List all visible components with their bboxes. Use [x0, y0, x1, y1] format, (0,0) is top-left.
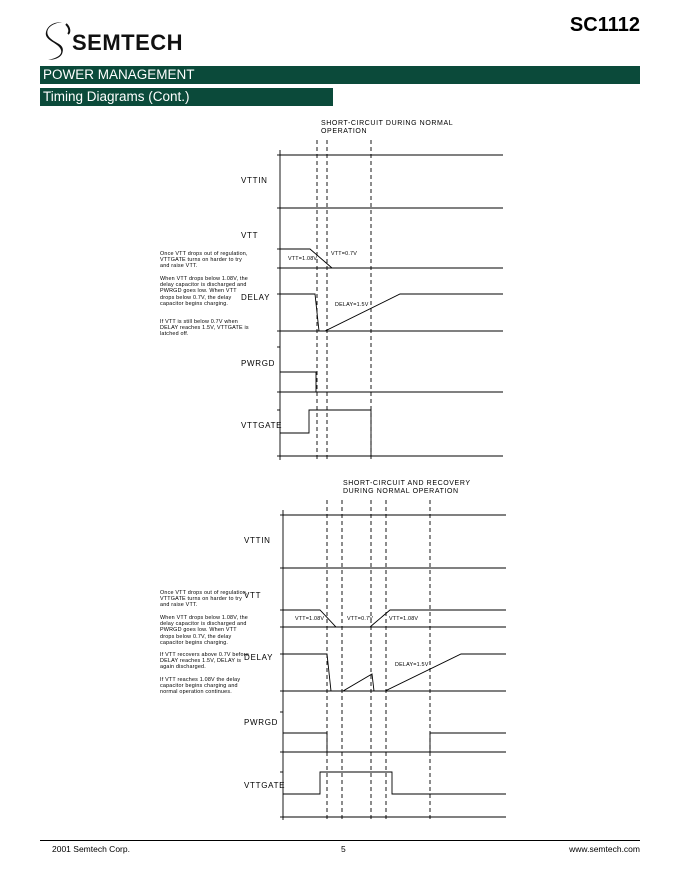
d2-vttgate-wave — [283, 772, 506, 794]
footer-page-number: 5 — [341, 844, 346, 854]
diagram2-note-2: When VTT drops below 1.08V, the delay capacitor is discharged and PWRGD goes low. When VTT drops below 0.7V, the delay capacitor begins charging. — [160, 615, 249, 646]
d1-delay-wave — [280, 294, 503, 331]
diagram1-label-delay-15: DELAY=1.5V — [335, 302, 369, 308]
diagram2-label-vtt-108-a: VTT=1.08V — [295, 616, 325, 622]
diagram2-signal-vtt: VTT — [244, 591, 262, 600]
diagram2-label-delay-15: DELAY=1.5V — [395, 662, 429, 668]
subsection-banner: Timing Diagrams (Cont.) — [40, 88, 333, 106]
diagram2-note-1: Once VTT drops out of regulation, VTTGATE turns on harder to try and raise VTT. — [160, 590, 248, 609]
footer-divider — [40, 840, 640, 841]
d2-vtt-wave — [283, 610, 506, 627]
diagram2-signal-vttin: VTTIN — [244, 536, 271, 545]
company-name: SEMTECH — [72, 30, 184, 55]
diagram1-signal-delay: DELAY — [241, 293, 271, 302]
d1-vttgate-wave — [280, 410, 371, 456]
d2-pwrgd-wave — [283, 733, 506, 752]
section-banner: POWER MANAGEMENT — [40, 66, 640, 84]
diagram2-note-4: If VTT reaches 1.08V the delay capacitor begins charging and normal operation continues. — [160, 677, 241, 696]
diagram1-note-1: Once VTT drops out of regulation, VTTGATE turns on harder to try and raise VTT. — [160, 251, 248, 270]
diagram1-label-vtt-108: VTT=1.08V — [288, 256, 318, 262]
diagram1-signal-vttin: VTTIN — [241, 176, 268, 185]
d2-delay-wave — [283, 654, 506, 691]
footer-copyright: 2001 Semtech Corp. — [52, 844, 130, 854]
diagram2-signal-delay: DELAY — [244, 653, 274, 662]
diagram2-label-vtt-07: VTT=0.7V — [347, 616, 374, 622]
diagram2-label-vtt-108-b: VTT=1.08V — [389, 616, 419, 622]
diagram1-note-2: When VTT drops below 1.08V, the delay capacitor is discharged and PWRGD goes low. When VTT drops below 0.7V, the delay capacitor begins charging. — [160, 276, 249, 307]
part-number: SC1112 — [569, 14, 640, 36]
diagram1-signal-vtt: VTT — [241, 231, 259, 240]
d1-vtt-wave — [280, 249, 350, 268]
diagram2-note-3: If VTT recovers above 0.7V before DELAY reaches 1.5V, DELAY is again discharged. — [160, 652, 249, 671]
diagram2-signal-vttgate: VTTGATE — [244, 781, 286, 790]
diagram1-note-3: If VTT is still below 0.7V when DELAY reaches 1.5V, VTTGATE is latched off. — [160, 319, 249, 338]
diagram1-title: SHORT-CIRCUIT DURING NORMAL OPERATION — [321, 120, 454, 135]
diagram2-signal-pwrgd: PWRGD — [244, 718, 279, 727]
diagram1-label-vtt-07: VTT=0.7V — [331, 251, 358, 257]
d1-pwrgd-wave — [280, 372, 316, 392]
footer-website: www.semtech.com — [569, 844, 640, 854]
diagram1-signal-pwrgd: PWRGD — [241, 359, 276, 368]
diagram1-signal-vttgate: VTTGATE — [241, 421, 283, 430]
diagram2-title: SHORT-CIRCUIT AND RECOVERY DURING NORMAL OPERATION — [343, 480, 471, 495]
